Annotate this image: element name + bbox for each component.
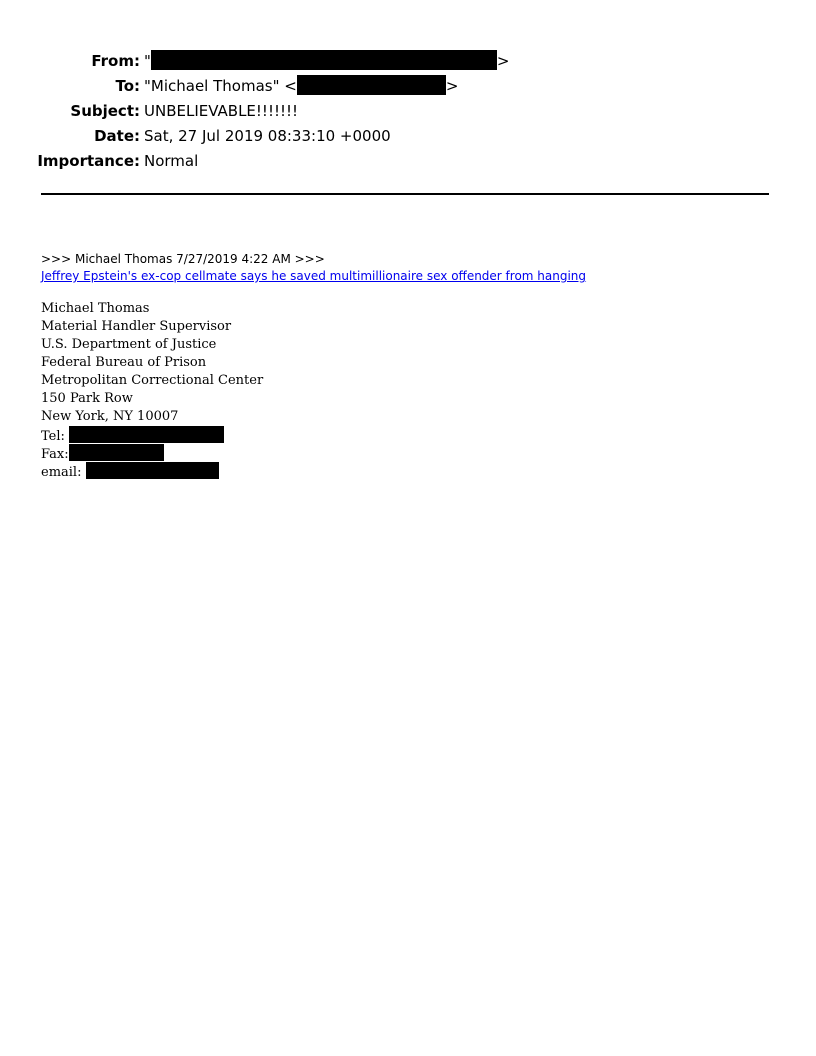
to-value <box>144 74 458 99</box>
from-label: From: <box>91 52 140 70</box>
fax-label: Fax: <box>41 447 69 462</box>
fax-redaction <box>69 444 164 461</box>
signature-street: 150 Park Row <box>41 391 133 406</box>
tel-redaction <box>69 426 224 443</box>
to-label: To: <box>115 77 140 95</box>
importance-label: Importance: <box>37 152 140 170</box>
to-row <box>0 74 816 99</box>
signature-fax <box>41 444 164 464</box>
from-value <box>144 49 509 74</box>
article-link[interactable]: Jeffrey Epstein's ex-cop cellmate says he saved multimillionaire sex offender from hanging <box>41 269 587 283</box>
from-suffix: > <box>496 52 510 70</box>
date-row <box>0 124 816 149</box>
forward-line: >>> Michael Thomas 7/27/2019 4:22 AM >>> <box>41 252 325 266</box>
email-label: email: <box>41 465 82 480</box>
tel-label: Tel: <box>41 429 65 444</box>
to-suffix: > <box>445 77 459 95</box>
signature-title: Material Handler Supervisor <box>41 319 232 334</box>
importance-row <box>0 149 816 174</box>
signature-name: Michael Thomas <box>41 301 150 316</box>
header-divider <box>41 193 769 195</box>
signature-email <box>41 462 219 482</box>
date-label: Date: <box>94 127 140 145</box>
from-prefix: " <box>144 52 151 70</box>
subject-value: UNBELIEVABLE!!!!!!! <box>144 102 299 120</box>
date-value: Sat, 27 Jul 2019 08:33:10 +0000 <box>144 127 391 145</box>
subject-label: Subject: <box>70 102 140 120</box>
subject-row <box>0 99 816 124</box>
from-redaction <box>151 50 497 70</box>
from-row <box>0 49 816 74</box>
signature-tel <box>41 426 224 446</box>
signature-bureau: Federal Bureau of Prison <box>41 355 207 370</box>
signature-facility: Metropolitan Correctional Center <box>41 373 264 388</box>
signature-department: U.S. Department of Justice <box>41 337 217 352</box>
importance-value: Normal <box>144 152 199 170</box>
to-prefix: "Michael Thomas" < <box>144 77 297 95</box>
signature-city: New York, NY 10007 <box>41 409 179 424</box>
to-redaction <box>297 75 446 95</box>
email-redaction <box>86 462 219 479</box>
